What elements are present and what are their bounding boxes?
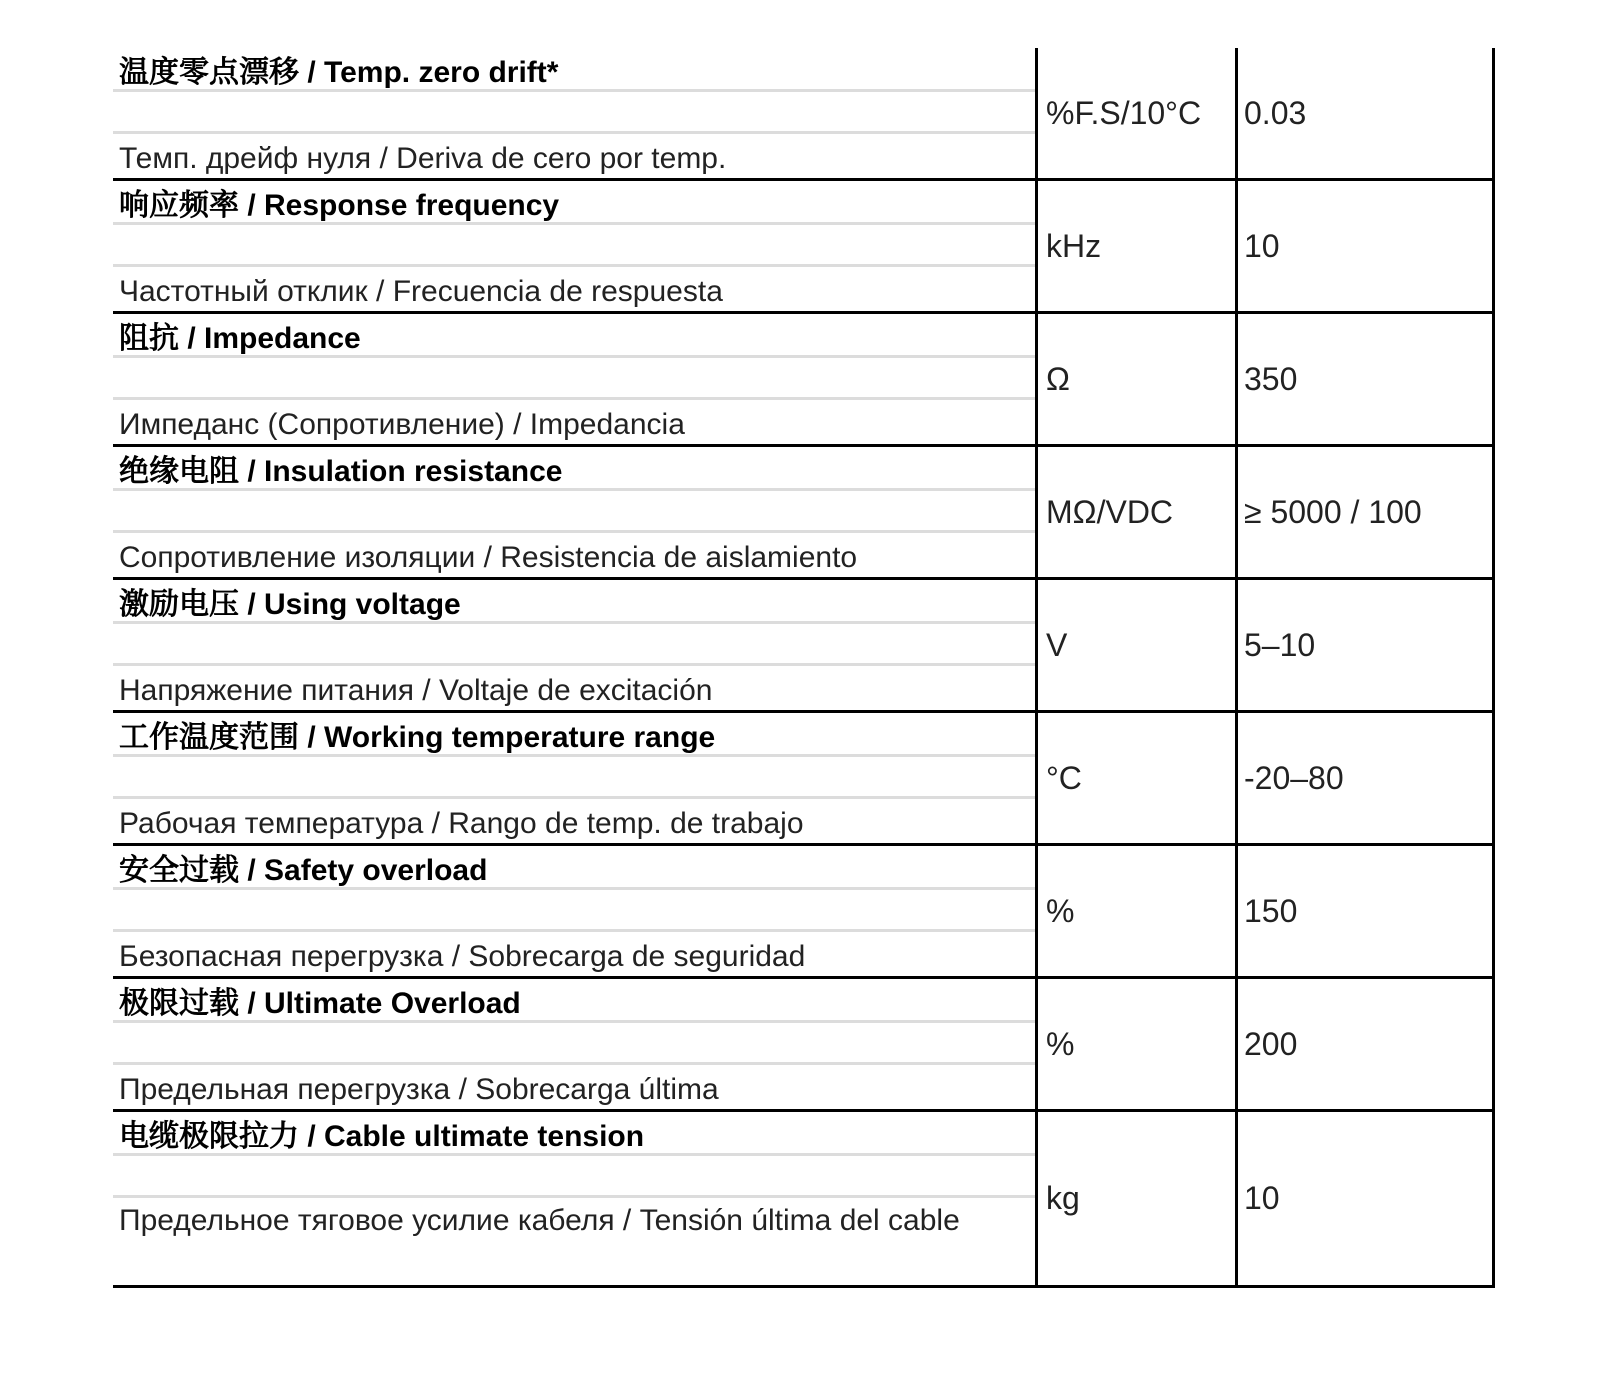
- spec-unit: %: [1035, 846, 1235, 976]
- spec-label-cell: [113, 713, 1035, 843]
- spec-label-cell: [113, 48, 1035, 178]
- spec-label-cell: [113, 979, 1035, 1109]
- spec-label-primary: 温度零点漂移 / Temp. zero drift*: [113, 48, 1035, 92]
- spec-value: 10: [1235, 1112, 1495, 1285]
- spec-label-secondary: Сопротивление изоляции / Resistencia de aislamiento: [119, 541, 858, 574]
- spec-value: 350: [1235, 314, 1495, 444]
- spec-label-spacer: [113, 1156, 1035, 1198]
- spec-label-cell: [113, 1112, 1035, 1285]
- spec-value: ≥ 5000 / 100: [1235, 447, 1495, 577]
- spec-label-spacer: [113, 890, 1035, 932]
- spec-label-spacer: [113, 225, 1035, 267]
- spec-label-spacer: [113, 491, 1035, 533]
- spec-row-using-voltage: [113, 580, 1495, 713]
- spec-label-secondary: Предельная перегрузка / Sobrecarga última: [119, 1073, 719, 1106]
- spec-label-cell: [113, 181, 1035, 311]
- spec-table: [113, 48, 1495, 1288]
- spec-label-primary: 绝缘电阻 / Insulation resistance: [113, 447, 1035, 491]
- spec-label-primary: 工作温度范围 / Working temperature range: [113, 713, 1035, 757]
- spec-value: 0.03: [1235, 48, 1495, 178]
- spec-row-impedance: [113, 314, 1495, 447]
- spec-label-secondary: Частотный отклик / Frecuencia de respuesta: [119, 275, 723, 308]
- spec-value: 150: [1235, 846, 1495, 976]
- spec-label-secondary: Предельное тяговое усилие кабеля / Tensión última del cable: [119, 1204, 960, 1237]
- spec-value: 200: [1235, 979, 1495, 1109]
- spec-label-cell: [113, 580, 1035, 710]
- spec-row-ultimate-overload: [113, 979, 1495, 1112]
- spec-label-secondary: Темп. дрейф нуля / Deriva de cero por temp.: [119, 142, 727, 175]
- spec-label-primary: 极限过载 / Ultimate Overload: [113, 979, 1035, 1023]
- spec-label-primary: 响应频率 / Response frequency: [113, 181, 1035, 225]
- spec-label-spacer: [113, 624, 1035, 666]
- spec-unit: kHz: [1035, 181, 1235, 311]
- spec-unit: Ω: [1035, 314, 1235, 444]
- spec-unit: MΩ/VDC: [1035, 447, 1235, 577]
- spec-row-insulation-resistance: [113, 447, 1495, 580]
- spec-label-spacer: [113, 358, 1035, 400]
- spec-label-spacer: [113, 1023, 1035, 1065]
- spec-label-primary: 电缆极限拉力 / Cable ultimate tension: [113, 1112, 1035, 1156]
- spec-row-working-temperature: [113, 713, 1495, 846]
- spec-unit: kg: [1035, 1112, 1235, 1285]
- spec-unit: %: [1035, 979, 1235, 1109]
- spec-label-secondary: Напряжение питания / Voltaje de excitación: [119, 674, 713, 707]
- spec-row-temp-zero-drift: [113, 48, 1495, 181]
- spec-value: 10: [1235, 181, 1495, 311]
- spec-label-secondary: Импеданс (Сопротивление) / Impedancia: [119, 408, 685, 441]
- spec-unit: V: [1035, 580, 1235, 710]
- spec-value: 5–10: [1235, 580, 1495, 710]
- spec-label-primary: 激励电压 / Using voltage: [113, 580, 1035, 624]
- spec-label-secondary: Безопасная перегрузка / Sobrecarga de seguridad: [119, 940, 806, 973]
- spec-label-spacer: [113, 757, 1035, 799]
- spec-unit: °C: [1035, 713, 1235, 843]
- spec-label-cell: [113, 314, 1035, 444]
- spec-row-safety-overload: [113, 846, 1495, 979]
- spec-label-secondary: Рабочая температура / Rango de temp. de trabajo: [119, 807, 804, 840]
- spec-label-spacer: [113, 92, 1035, 134]
- spec-unit: %F.S/10°C: [1035, 48, 1235, 178]
- spec-label-primary: 阻抗 / Impedance: [113, 314, 1035, 358]
- spec-label-cell: [113, 447, 1035, 577]
- spec-label-primary: 安全过载 / Safety overload: [113, 846, 1035, 890]
- spec-value: -20–80: [1235, 713, 1495, 843]
- spec-label-cell: [113, 846, 1035, 976]
- spec-row-response-frequency: [113, 181, 1495, 314]
- spec-row-cable-ultimate-tension: [113, 1112, 1495, 1288]
